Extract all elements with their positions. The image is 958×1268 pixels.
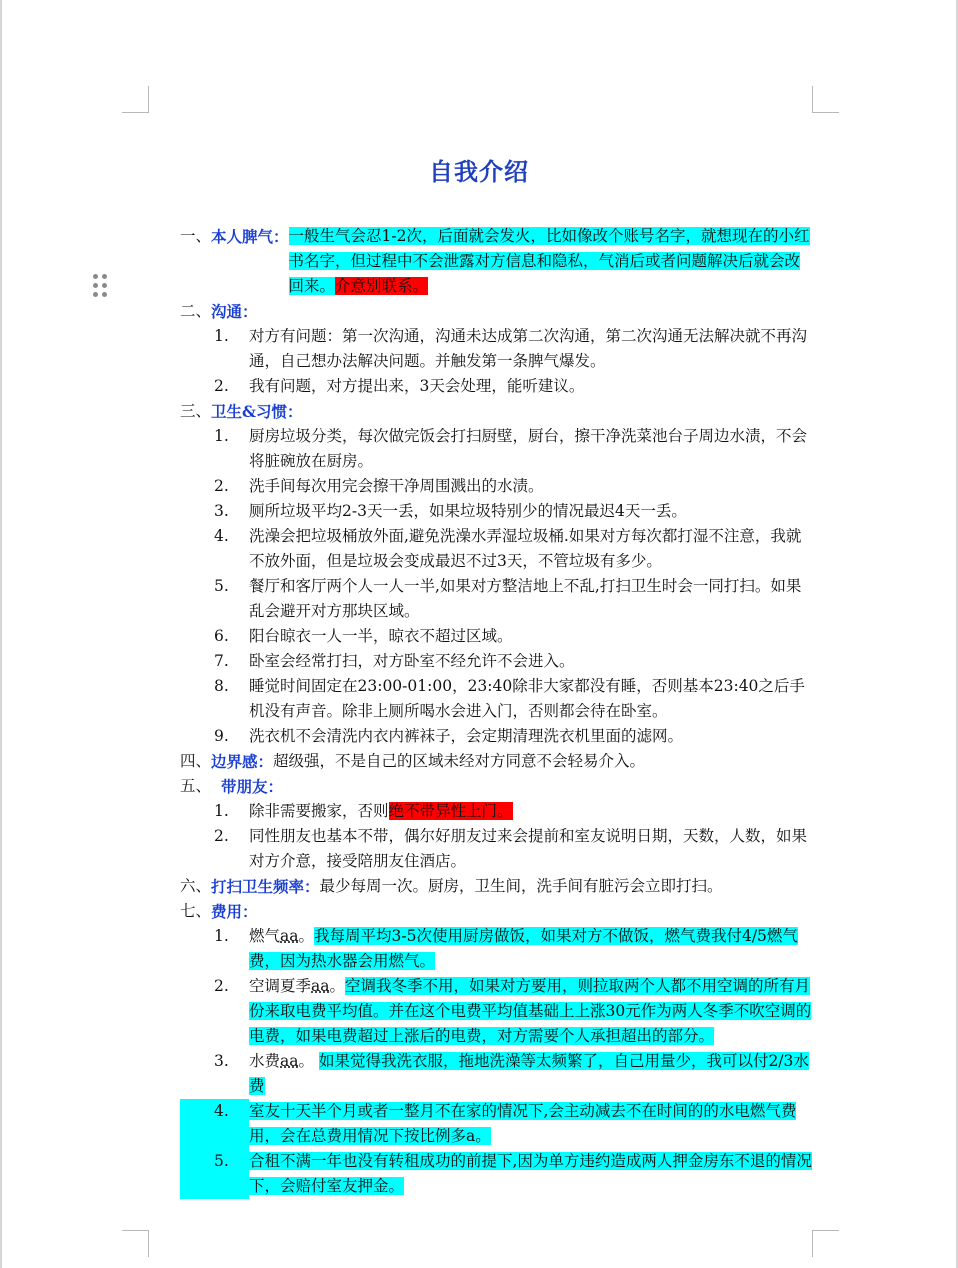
section-number: 五、 (180, 777, 212, 795)
drag-handle-icon[interactable] (93, 274, 109, 300)
list-text: 睡觉时间固定在23:00-01:00，23:40除非大家都没有睡，否则基本23:40之后手机没有声音。除非上厕所喝水会进入门，否则都会待在卧室。 (249, 677, 805, 720)
list-text (249, 924, 812, 974)
list-text: 洗手间每次用完会擦干净周围溅出的水渍。 (249, 477, 544, 495)
list-text (249, 1149, 812, 1199)
list-item (180, 499, 812, 524)
list-text: 我有问题，对方提出来，3天会处理，能听建议。 (249, 377, 585, 395)
section-number: 六、 (180, 877, 212, 895)
list-text: 厕所垃圾平均2-3天一丢，如果垃圾特别少的情况最迟4天一丢。 (249, 502, 687, 520)
crop-mark-bottom-right (812, 1230, 839, 1257)
list-item (180, 1099, 812, 1149)
list-item (180, 624, 812, 649)
section-heading: 费用： (211, 902, 258, 921)
list-text: 洗衣机不会清洗内衣内裤袜子，会定期清理洗衣机里面的滤网。 (249, 727, 684, 745)
crop-mark-top-left (122, 86, 149, 113)
list-item (180, 574, 812, 624)
section-text (289, 224, 812, 299)
highlighted-text: 如果觉得我洗衣服，拖地洗澡等太频繁了，自己用量少，我可以付2/3水费 (249, 1052, 809, 1095)
separator: 。 (329, 977, 346, 995)
list-item (180, 724, 812, 749)
crop-mark-top-right (812, 86, 839, 113)
section-text: 最少每周一次。厨房，卫生间，洗手间有脏污会立即打扫。 (319, 877, 723, 895)
list-text: 餐厅和客厅两个人一人一半,如果对方整洁地上不乱,打扫卫生时会一同打扫。如果乱会避开对方那块区域。 (249, 577, 802, 620)
document-title: 自我介绍 (429, 157, 529, 186)
section-heading: 本人脾气： (211, 227, 289, 246)
section-number: 一、 (180, 227, 212, 245)
section-heading: 卫生&习惯： (211, 402, 303, 421)
cost-split: aa (311, 977, 330, 995)
page-edge-left (0, 0, 2, 1268)
list-number: 1. (214, 927, 229, 945)
list-text (249, 974, 812, 1049)
highlighted-text: 空调我冬季不用，如果对方要用，则拉取两个人都不用空调的所有月份来取电费平均值。并在这个电费平均值基础上上涨30元作为两人冬季不吹空调的电费，如果电费超过上涨后的电费，对方需要个人承担超出的部分。 (249, 977, 812, 1045)
list-number: 5. (180, 1149, 249, 1199)
list-text-plain: 除非需要搬家，否则 (249, 802, 389, 820)
cost-label: 水费 (249, 1052, 281, 1070)
list-text (249, 799, 812, 824)
list-item (180, 674, 812, 724)
highlighted-text: 我每周平均3-5次使用厨房做饭，如果对方不做饭，燃气费我付4/5燃气费，因为热水器会用燃气。 (249, 927, 798, 970)
section-heading: 带朋友： (221, 777, 284, 796)
highlighted-text: 室友十天半个月或者一整月不在家的情况下,会主动减去不在时间的的水电燃气费用，会在总费用情况下按比例多a。 (249, 1102, 797, 1145)
cost-split: aa (280, 927, 299, 945)
section-heading: 打扫卫生频率： (211, 877, 320, 896)
list-number: 4. (180, 1099, 249, 1149)
section-number: 三、 (180, 402, 212, 420)
list-item (180, 824, 812, 874)
section-number: 二、 (180, 302, 212, 320)
cost-label: 燃气 (249, 927, 281, 945)
section-number: 七、 (180, 902, 212, 920)
list-number: 9. (214, 727, 229, 745)
list-item (180, 974, 812, 1049)
list-text: 卧室会经常打扫，对方卧室不经允许不会进入。 (249, 652, 575, 670)
cost-label: 空调夏季 (249, 977, 312, 995)
list-number: 1. (214, 327, 229, 345)
list-number: 4. (214, 527, 229, 545)
list-item (180, 924, 812, 974)
list-number: 2. (214, 977, 229, 995)
section-cleaning-frequency (180, 874, 812, 899)
section-boundaries (180, 749, 812, 774)
section-costs (180, 899, 812, 924)
list-number: 8. (214, 677, 229, 695)
list-item (180, 1049, 812, 1099)
list-item (180, 649, 812, 674)
list-number: 7. (214, 652, 229, 670)
list-text: 厨房垃圾分类，每次做完饭会打扫厨壁，厨台，擦干净洗菜池台子周边水渍，不会将脏碗放在厨房。 (249, 427, 808, 470)
list-text (249, 1099, 812, 1149)
list-text: 对方有问题：第一次沟通，沟通未达成第二次沟通，第二次沟通无法解决就不再沟通，自己想办法解决问题。并触发第一条脾气爆发。 (249, 327, 808, 370)
list-item (180, 799, 812, 824)
document-body (180, 224, 812, 1199)
list-item (180, 474, 812, 499)
section-text: 超级强，不是自己的区域未经对方同意不会轻易介入。 (273, 752, 646, 770)
list-item (180, 424, 812, 474)
section-heading: 边界感： (211, 752, 274, 771)
list-item (180, 324, 812, 374)
list-text: 同性朋友也基本不带，偶尔好朋友过来会提前和室友说明日期，天数，人数，如果对方介意，接受陪朋友住酒店。 (249, 827, 808, 870)
red-highlight-text: 介意别联系。 (335, 277, 429, 295)
separator: 。 (298, 1052, 319, 1070)
list-item (180, 374, 812, 399)
list-number: 2. (214, 377, 229, 395)
highlighted-text: 一般生气会忍1-2次，后面就会发火，比如像改个账号名字，就想现在的小红书名字，但过程中不会泄露对方信息和隐私，气消后或者问题解决后就会改回来。 (288, 227, 810, 295)
list-number: 1. (214, 427, 229, 445)
list-number: 3. (214, 502, 229, 520)
section-hygiene (180, 399, 812, 424)
list-number: 2. (214, 477, 229, 495)
list-text: 阳台晾衣一人一半，晾衣不超过区域。 (249, 627, 513, 645)
list-number: 2. (214, 827, 229, 845)
highlighted-text: 合租不满一年也没有转租成功的前提下,因为单方违约造成两人押金房东不退的情况下，会赔付室友押金。 (249, 1152, 812, 1195)
section-friends (180, 774, 812, 799)
red-highlight-text: 绝不带异性上门。 (388, 802, 513, 820)
list-text: 洗澡会把垃圾桶放外面,避免洗澡水弄湿垃圾桶.如果对方每次都打湿不注意，我就不放外面，但是垃圾会变成最迟不过3天，不管垃圾有多少。 (249, 527, 802, 570)
section-number: 四、 (180, 752, 212, 770)
cost-split: aa (280, 1052, 299, 1070)
list-text (249, 1049, 812, 1099)
section-heading: 沟通： (211, 302, 258, 321)
section-temper (180, 224, 812, 299)
list-item (180, 524, 812, 574)
list-number: 1. (214, 802, 229, 820)
crop-mark-bottom-left (122, 1230, 149, 1257)
section-communication (180, 299, 812, 324)
list-number: 5. (214, 577, 229, 595)
list-number: 6. (214, 627, 229, 645)
separator: 。 (298, 927, 315, 945)
list-number: 3. (214, 1052, 229, 1070)
list-item (180, 1149, 812, 1199)
